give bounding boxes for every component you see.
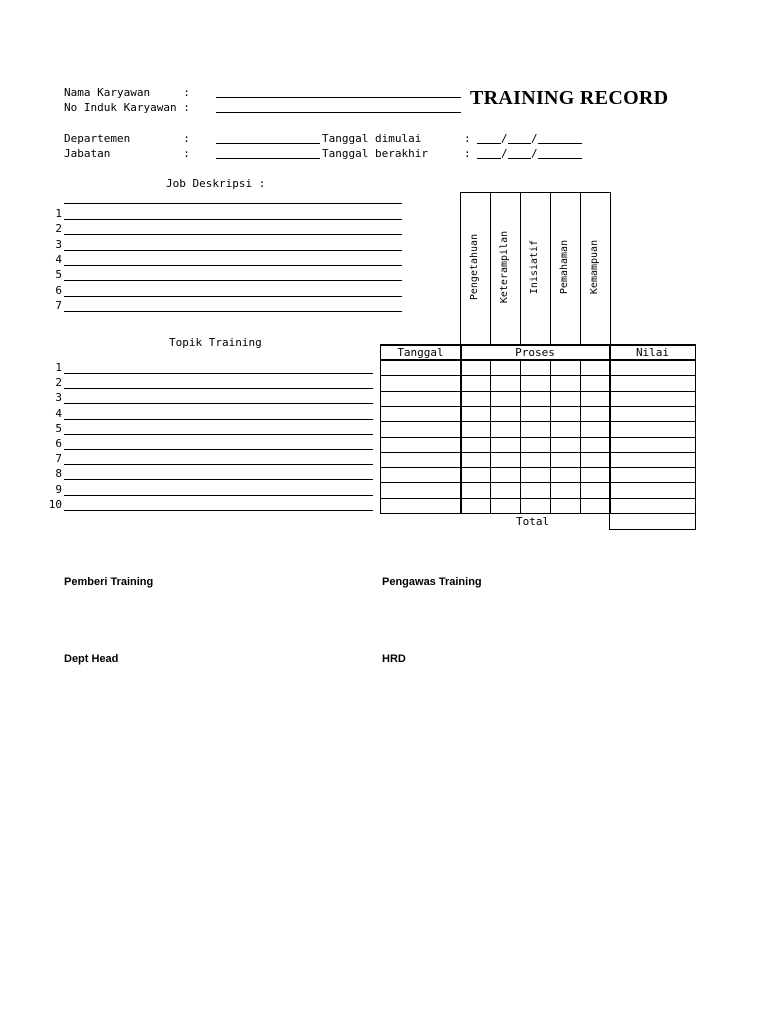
table-cell-score[interactable] xyxy=(611,422,695,436)
training-topic-number: 7 xyxy=(55,452,62,466)
table-cell-date[interactable] xyxy=(381,361,460,375)
table-cell-process[interactable] xyxy=(581,438,609,452)
training-topic-line[interactable] xyxy=(64,464,373,465)
table-cell-process[interactable] xyxy=(521,376,549,390)
training-topic-number: 1 xyxy=(55,361,62,374)
table-cell-process[interactable] xyxy=(521,392,549,406)
table-cell-process[interactable] xyxy=(521,468,549,482)
table-cell-process[interactable] xyxy=(581,483,609,497)
department-field[interactable] xyxy=(216,143,320,144)
table-cell-process[interactable] xyxy=(551,422,579,436)
table-cell-process[interactable] xyxy=(491,438,519,452)
table-cell-score[interactable] xyxy=(611,453,695,467)
training-topic-line[interactable] xyxy=(64,419,373,420)
table-cell-date[interactable] xyxy=(381,468,460,482)
table-cell-process[interactable] xyxy=(521,499,549,513)
table-cell-date[interactable] xyxy=(381,407,460,421)
header-date: Tanggal xyxy=(397,346,444,359)
employee-id-field[interactable] xyxy=(216,112,461,113)
table-cell-process[interactable] xyxy=(551,392,579,406)
training-topic-number: 4 xyxy=(55,406,62,420)
employee-name-label: Nama Karyawan : xyxy=(64,86,190,99)
total-score-field[interactable] xyxy=(609,513,696,530)
job-description-line-0[interactable] xyxy=(64,203,402,204)
job-description-number: 5 xyxy=(55,268,62,282)
table-right-border xyxy=(695,344,696,514)
criteria-column-border xyxy=(490,192,491,345)
hrd-signature-label: HRD xyxy=(382,653,406,665)
training-topic-line[interactable] xyxy=(64,388,373,389)
criteria-column-border xyxy=(610,192,611,345)
table-cell-process[interactable] xyxy=(551,376,579,390)
end-date-month-field[interactable] xyxy=(508,158,531,159)
header-process: Proses xyxy=(515,346,555,359)
table-cell-date[interactable] xyxy=(381,376,460,390)
table-cell-date[interactable] xyxy=(381,499,460,513)
training-topic-number: 6 xyxy=(55,437,62,450)
position-label: Jabatan : xyxy=(64,147,190,160)
table-cell-process[interactable] xyxy=(581,392,609,406)
table-cell-score[interactable] xyxy=(611,376,695,390)
start-date-day-field[interactable] xyxy=(477,143,501,144)
end-date-sep-2: / xyxy=(531,147,538,160)
table-cell-process[interactable] xyxy=(581,407,609,421)
table-cell-process[interactable] xyxy=(521,422,549,436)
table-cell-process[interactable] xyxy=(491,468,519,482)
criteria-column-border xyxy=(550,192,551,345)
end-date-year-field[interactable] xyxy=(538,158,582,159)
criteria-column-border xyxy=(460,192,461,345)
table-cell-process[interactable] xyxy=(521,483,549,497)
table-cell-process[interactable] xyxy=(462,376,490,390)
training-topic-number: 5 xyxy=(55,421,62,435)
table-cell-process[interactable] xyxy=(462,453,490,467)
job-description-number: 6 xyxy=(55,283,62,297)
table-cell-process[interactable] xyxy=(491,392,519,406)
table-cell-process[interactable] xyxy=(491,376,519,390)
table-cell-process[interactable] xyxy=(462,392,490,406)
table-cell-process[interactable] xyxy=(581,499,609,513)
table-cell-process[interactable] xyxy=(551,438,579,452)
table-cell-date[interactable] xyxy=(381,438,460,452)
table-cell-process[interactable] xyxy=(581,468,609,482)
criteria-label-pengetahuan: Pengetahuan xyxy=(469,233,480,301)
table-cell-process[interactable] xyxy=(521,407,549,421)
start-date-label: Tanggal dimulai xyxy=(322,132,422,145)
header-score: Nilai xyxy=(635,346,670,359)
table-cell-date[interactable] xyxy=(381,453,460,467)
table-cell-process[interactable] xyxy=(491,483,519,497)
job-description-line[interactable] xyxy=(64,265,402,266)
table-cell-score[interactable] xyxy=(611,499,695,513)
table-cell-date[interactable] xyxy=(381,422,460,436)
table-cell-score[interactable] xyxy=(611,361,695,375)
job-description-number: 2 xyxy=(55,222,62,236)
job-description-line[interactable] xyxy=(64,250,402,251)
criteria-top-border xyxy=(460,192,610,193)
job-description-line[interactable] xyxy=(64,311,402,312)
table-cell-process[interactable] xyxy=(462,499,490,513)
table-cell-process[interactable] xyxy=(581,453,609,467)
job-description-line[interactable] xyxy=(64,219,402,220)
table-cell-process[interactable] xyxy=(462,483,490,497)
job-description-number: 4 xyxy=(55,252,62,266)
start-date-colon: : xyxy=(464,132,471,145)
table-cell-process[interactable] xyxy=(551,483,579,497)
criteria-label-keterampilan: Keterampilan xyxy=(499,230,510,304)
table-cell-process[interactable] xyxy=(521,438,549,452)
table-cell-process[interactable] xyxy=(581,422,609,436)
total-label: Total xyxy=(516,515,550,528)
job-description-number: 7 xyxy=(55,298,62,312)
training-topic-number: 3 xyxy=(55,391,62,405)
table-cell-process[interactable] xyxy=(581,376,609,390)
training-topic-number: 10 xyxy=(48,497,62,511)
table-cell-process[interactable] xyxy=(551,453,579,467)
table-cell-process[interactable] xyxy=(521,453,549,467)
training-topic-line[interactable] xyxy=(64,449,373,450)
start-date-year-field[interactable] xyxy=(538,143,582,144)
start-date-sep-1: / xyxy=(501,132,508,145)
training-topic-line[interactable] xyxy=(64,434,373,435)
job-description-line[interactable] xyxy=(64,280,402,281)
dept-head-signature-label: Dept Head xyxy=(64,653,119,665)
table-cell-date[interactable] xyxy=(381,483,460,497)
start-date-sep-2: / xyxy=(531,132,538,145)
table-cell-process[interactable] xyxy=(491,422,519,436)
table-cell-process[interactable] xyxy=(551,407,579,421)
table-cell-process[interactable] xyxy=(551,499,579,513)
table-cell-process[interactable] xyxy=(491,499,519,513)
training-topic-number: 8 xyxy=(55,467,62,481)
table-cell-score[interactable] xyxy=(611,407,695,421)
training-topic-line[interactable] xyxy=(64,495,373,496)
table-cell-process[interactable] xyxy=(521,361,549,375)
employee-name-field[interactable] xyxy=(216,97,461,98)
table-cell-process[interactable] xyxy=(551,361,579,375)
training-topic-line[interactable] xyxy=(64,479,373,480)
criteria-label-inisiatif: Inisiatif xyxy=(529,239,540,295)
table-cell-process[interactable] xyxy=(462,438,490,452)
job-description-title: Job Deskripsi : xyxy=(166,177,266,190)
table-cell-score[interactable] xyxy=(611,438,695,452)
table-cell-process[interactable] xyxy=(491,407,519,421)
table-cell-process[interactable] xyxy=(491,361,519,375)
training-topic-line[interactable] xyxy=(64,510,373,511)
table-cell-score[interactable] xyxy=(611,468,695,482)
job-description-number: 1 xyxy=(55,207,62,220)
training-topics-title: Topik Training xyxy=(169,336,262,349)
table-cell-process[interactable] xyxy=(551,468,579,482)
employee-id-label: No Induk Karyawan : xyxy=(64,101,190,114)
criteria-column-border xyxy=(580,192,581,345)
supervisor-signature-label: Pengawas Training xyxy=(382,576,482,588)
job-description-number: 3 xyxy=(55,237,62,251)
training-topic-line[interactable] xyxy=(64,403,373,404)
end-date-sep-1: / xyxy=(501,147,508,160)
table-cell-score[interactable] xyxy=(611,392,695,406)
criteria-label-kemampuan: Kemampuan xyxy=(589,239,600,295)
start-date-month-field[interactable] xyxy=(508,143,531,144)
table-cell-date[interactable] xyxy=(381,392,460,406)
page-title: TRAINING RECORD xyxy=(470,87,669,109)
table-cell-process[interactable] xyxy=(462,468,490,482)
table-cell-score[interactable] xyxy=(611,483,695,497)
table-cell-process[interactable] xyxy=(462,361,490,375)
table-cell-process[interactable] xyxy=(491,453,519,467)
trainer-signature-label: Pemberi Training xyxy=(64,576,154,588)
end-date-day-field[interactable] xyxy=(477,158,501,159)
department-label: Departemen : xyxy=(64,132,190,145)
table-top-border xyxy=(380,344,696,346)
end-date-label: Tanggal berakhir xyxy=(322,147,428,160)
end-date-colon: : xyxy=(464,147,471,160)
job-description-line[interactable] xyxy=(64,234,402,235)
table-cell-process[interactable] xyxy=(581,361,609,375)
criteria-column-border xyxy=(520,192,521,345)
training-topic-number: 9 xyxy=(55,482,62,496)
training-topic-number: 2 xyxy=(55,376,62,390)
table-cell-process[interactable] xyxy=(462,422,490,436)
table-row-border xyxy=(380,513,696,514)
job-description-line[interactable] xyxy=(64,296,402,297)
table-cell-process[interactable] xyxy=(462,407,490,421)
training-topic-line[interactable] xyxy=(64,373,373,374)
criteria-label-pemahaman: Pemahaman xyxy=(559,239,570,295)
position-field[interactable] xyxy=(216,158,320,159)
